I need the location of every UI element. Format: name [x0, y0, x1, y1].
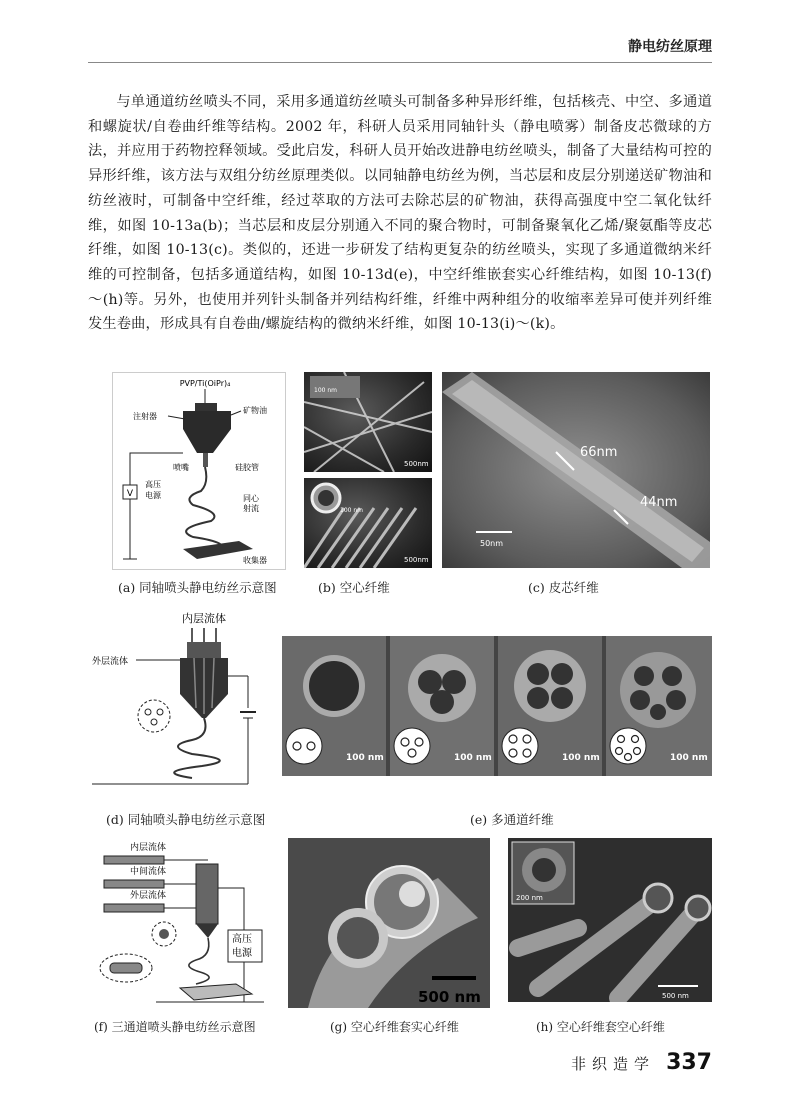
header-rule — [88, 62, 712, 63]
syringe-top — [195, 403, 217, 411]
caption-g: (g) 空心纤维套实心纤维 — [330, 1020, 459, 1034]
f-outer-fluid: 外层流体 — [130, 891, 167, 901]
b-bottom-inset-scale: 100 nm — [340, 507, 364, 514]
figure-f — [96, 838, 276, 1012]
e-scale-2: 100 nm — [454, 753, 492, 763]
page-header — [0, 0, 800, 70]
h-inset-scale: 200 nm — [516, 894, 543, 902]
c-measure-1: 66nm — [580, 445, 618, 460]
figure-g — [288, 838, 490, 1008]
caption-a: (a) 同轴喷头静电纺丝示意图 — [118, 580, 277, 595]
label-jet-2: 射流 — [243, 504, 259, 513]
b-bottom-scale: 500nm — [404, 556, 429, 564]
caption-f: (f) 三通道喷头静电纺丝示意图 — [94, 1020, 256, 1034]
figure-b-bottom — [304, 478, 432, 568]
c-measure-2: 44nm — [640, 495, 678, 510]
b-top-inset-scale: 100 nm — [314, 387, 338, 394]
d-outer-fluid: 外层流体 — [92, 657, 129, 667]
f-middle-fluid: 中间流体 — [130, 867, 167, 877]
multichannel-sem — [282, 636, 712, 776]
label-hv-2: 电源 — [145, 491, 161, 500]
triaxial-nozzle-diagram — [96, 838, 276, 1012]
body-paragraph: 与单通道纺丝喷头不同，采用多通道纺丝喷头可制备多种异形纤维，包括核壳、中空、多通道和螺旋状/自卷曲纤维等结构。2002 年，科研人员采用同轴针头（静电喷雾）制备皮芯微球的方法，并应用于药物控释领域。受此启发，科研人员开始改进静电纺丝喷头，制备了大量结构可控的异形纤维，该方法与双组分纺丝原理类似。以同轴静电纺丝为例，当芯层和皮层分别递送矿物油和纺丝液时，可制备中空纤维，经过萃取的方法可去除芯层的矿物油，获得高强度中空二氧化钛纤维，如图 10-13a(b)；当芯层和皮层分别通入不同的聚合物时，可制备聚氧化乙烯/聚氨酯等皮芯纤维，如图 10-13(c)。类似的，还进一步研发了结构更复杂的纺丝喷头，实现了多通道微纳米纤维的可控制备，包括多通道结构，如图 10-13d(e)，中空纤维嵌套实心纤维结构，如图 10-13(f)～(h)等。另外，也使用并列针头制备并列结构纤维，纤维中两种组分的收缩率差异可使并列纤维发生卷曲，形成具有自卷曲/螺旋结构的微纳米纤维，如图 10-13(i)～(k)。 — [88, 94, 712, 333]
g-scale: 500 nm — [418, 988, 481, 1006]
label-syringe: 注射器 — [133, 412, 157, 421]
figure-a — [112, 372, 286, 570]
label-pvp: PVP/Ti(OiPr)₄ — [179, 379, 231, 388]
coaxial-spinning-diagram — [113, 373, 285, 569]
b-top-scale: 500nm — [404, 460, 429, 468]
label-nozzle: 喷嘴 — [173, 463, 189, 472]
h-scale: 500 nm — [662, 992, 689, 1000]
label-jet-1: 同心 — [243, 494, 259, 503]
body-text — [88, 90, 712, 337]
label-oil: 矿物油 — [243, 406, 267, 415]
label-tube: 硅胶管 — [235, 463, 259, 472]
hollow-fiber-sem — [304, 478, 432, 568]
caption-c: (c) 皮芯纤维 — [528, 580, 599, 595]
hollow-fiber-tem — [304, 372, 432, 472]
caption-h: (h) 空心纤维套空心纤维 — [536, 1020, 665, 1034]
section-title: 静电纺丝原理 — [628, 39, 712, 55]
hollow-in-hollow-sem — [508, 838, 712, 1002]
figure-e — [282, 636, 712, 776]
e-scale-3: 100 nm — [562, 753, 600, 763]
f-inner-fluid: 内层流体 — [130, 843, 167, 853]
caption-b: (b) 空心纤维 — [318, 580, 390, 595]
figure-c — [442, 372, 710, 568]
caption-e: (e) 多通道纤维 — [470, 812, 554, 827]
figure-b-top — [304, 372, 432, 472]
label-v: V — [126, 489, 134, 499]
syringe-body — [183, 411, 231, 453]
figure-h — [508, 838, 712, 1002]
hollow-in-solid-sem — [288, 838, 490, 1008]
label-hv-1: 高压 — [145, 480, 161, 489]
page-footer — [571, 1050, 712, 1075]
coaxial-nozzle-diagram — [92, 608, 272, 790]
label-collector: 收集器 — [243, 556, 267, 565]
c-scale: 50nm — [480, 539, 504, 548]
jet-spiral — [186, 467, 222, 551]
core-sheath-tem — [442, 372, 710, 568]
page-number: 337 — [666, 1050, 712, 1075]
journal-name: 非织造学 — [570, 1055, 655, 1073]
f-hv-2: 电源 — [232, 948, 252, 959]
f-hv-1: 高压 — [232, 934, 252, 945]
e-scale-4: 100 nm — [670, 753, 708, 763]
caption-d: (d) 同轴喷头静电纺丝示意图 — [106, 812, 266, 827]
figure-d — [92, 608, 272, 790]
e-scale-1: 100 nm — [346, 753, 384, 763]
d-inner-fluid: 内层流体 — [182, 612, 226, 625]
